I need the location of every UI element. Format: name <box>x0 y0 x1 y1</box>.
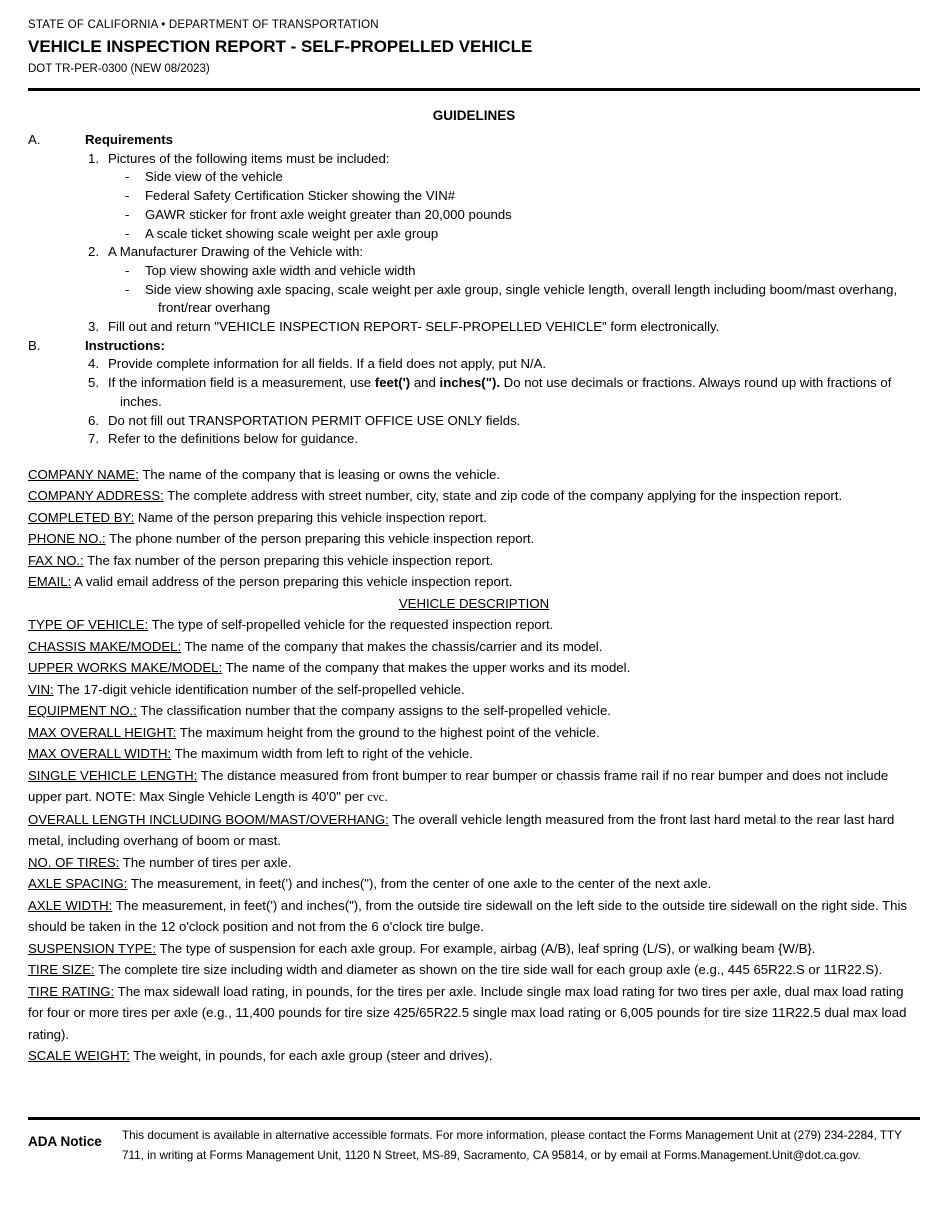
definition-item <box>28 809 920 852</box>
section-b-letter: B. <box>28 337 41 353</box>
item-number: 5. <box>88 375 99 391</box>
item-text-bold: inches("). <box>439 375 501 391</box>
definition-item <box>28 1045 920 1067</box>
definition-label: MAX OVERALL WIDTH: <box>28 746 172 762</box>
dash-bullet: - <box>125 281 130 297</box>
definition-text: The measurement, in feet(') and inches("), from the outside tire sidewall on the left side to the outside tire sidewall on the right side. This should be taken in the 12 o'clock position and not from the 6 o'clock tire bulge. <box>28 897 907 935</box>
definition-item <box>28 722 920 744</box>
definition-text: The type of suspension for each axle group. For example, airbag (A/B), leaf spring (L/S), or walking beam {W/B}. <box>156 940 816 956</box>
definition-text: The fax number of the person preparing this vehicle inspection report. <box>83 552 494 568</box>
definition-item <box>28 507 920 529</box>
dash-bullet: - <box>125 262 130 278</box>
definition-label: TYPE OF VEHICLE: <box>28 617 149 633</box>
definition-item <box>28 485 920 507</box>
definition-label: CHASSIS MAKE/MODEL: <box>28 638 182 654</box>
definition-item <box>28 765 920 809</box>
definition-text: The name of the company that makes the upper works and its model. <box>222 660 631 676</box>
guidelines-heading: GUIDELINES <box>432 108 516 123</box>
cvc-abbreviation: cvc <box>367 790 385 805</box>
definition-text: The name of the company that makes the chassis/carrier and its model. <box>181 638 603 654</box>
guideline-subitem <box>28 225 920 244</box>
item-number: 3. <box>88 319 99 335</box>
definition-label: SINGLE VEHICLE LENGTH: <box>28 767 198 783</box>
item-number: 6. <box>88 412 99 428</box>
definition-label: OVERALL LENGTH INCLUDING BOOM/MAST/OVERHANG: <box>28 811 389 827</box>
definition-text: . <box>384 789 388 805</box>
item-text-bold: feet(') <box>374 375 411 391</box>
definition-label: AXLE WIDTH: <box>28 897 113 913</box>
section-a-letter: A. <box>28 132 41 147</box>
subitem-text: A scale ticket showing scale weight per axle group <box>145 225 439 241</box>
definition-label: COMPLETED BY: <box>28 509 135 525</box>
definition-item <box>28 614 920 636</box>
definition-text: The weight, in pounds, for each axle group (steer and drives). <box>129 1048 493 1064</box>
guideline-item <box>28 430 920 449</box>
guideline-item <box>28 150 920 169</box>
definition-label: TIRE SIZE: <box>28 962 95 978</box>
definition-text: The phone number of the person preparing this vehicle inspection report. <box>105 531 535 547</box>
definition-label: EMAIL: <box>28 574 72 590</box>
definition-label: UPPER WORKS MAKE/MODEL: <box>28 660 223 676</box>
item-text: Refer to the definitions below for guidance. <box>108 431 358 447</box>
guideline-item <box>28 412 920 431</box>
subitem-text: GAWR sticker for front axle weight greater than 20,000 pounds <box>145 206 512 222</box>
form-number: DOT TR-PER-0300 (NEW 08/2023) <box>28 63 210 75</box>
item-number: 4. <box>88 356 99 372</box>
guideline-item <box>28 374 920 411</box>
definition-text: The measurement, in feet(') and inches("), from the center of one axle to the center of the next axle. <box>127 876 712 892</box>
item-text: Do not fill out TRANSPORTATION PERMIT OFFICE USE ONLY fields. <box>108 412 521 428</box>
definitions-section <box>28 464 920 1067</box>
definition-label: PHONE NO.: <box>28 531 106 547</box>
definition-item <box>28 743 920 765</box>
item-number: 7. <box>88 431 99 447</box>
definition-text: The complete tire size including width and diameter as shown on the tire side wall for each group axle (e.g., 445 65R22.S or 11R22.S). <box>94 962 883 978</box>
dash-bullet: - <box>125 225 130 241</box>
definition-label: NO. OF TIRES: <box>28 854 120 870</box>
definition-label: VIN: <box>28 681 54 697</box>
definition-label: COMPANY NAME: <box>28 466 139 482</box>
definition-label: MAX OVERALL HEIGHT: <box>28 724 177 740</box>
guideline-subitem <box>28 281 920 318</box>
footer <box>28 1117 920 1165</box>
vehicle-description-heading-row <box>28 593 920 615</box>
subitem-text: Side view of the vehicle <box>145 169 283 185</box>
guideline-subitem <box>28 262 920 281</box>
ada-notice-label: ADA Notice <box>28 1134 102 1149</box>
page-title: VEHICLE INSPECTION REPORT - SELF-PROPELLED VEHICLE <box>28 37 533 56</box>
definition-text: Name of the person preparing this vehicle inspection report. <box>134 509 487 525</box>
document-header <box>28 18 920 76</box>
definition-text: The number of tires per axle. <box>119 854 292 870</box>
definition-item <box>28 636 920 658</box>
definition-label: TIRE RATING: <box>28 983 115 999</box>
definition-label: EQUIPMENT NO.: <box>28 703 137 719</box>
section-b-title: Instructions: <box>85 337 165 353</box>
guideline-subitem <box>28 206 920 225</box>
definition-text: A valid email address of the person preparing this vehicle inspection report. <box>71 574 513 590</box>
definition-item <box>28 571 920 593</box>
item-text-segment: If the information field is a measurement, use <box>108 375 375 391</box>
definition-text: The maximum width from left to right of the vehicle. <box>171 746 473 762</box>
definition-item <box>28 528 920 550</box>
section-a-header <box>28 131 920 150</box>
guideline-item <box>28 243 920 262</box>
definition-text: The type of self-propelled vehicle for the requested inspection report. <box>148 617 554 633</box>
definition-text: The classification number that the company assigns to the self-propelled vehicle. <box>136 703 611 719</box>
footer-divider <box>28 1117 920 1120</box>
item-text: A Manufacturer Drawing of the Vehicle with: <box>108 244 364 260</box>
item-text: Provide complete information for all fields. If a field does not apply, put N/A. <box>108 356 547 372</box>
subitem-text: Side view showing axle spacing, scale weight per axle group, single vehicle length, overall length including boom/mast overhang, front/rear overhang <box>145 281 898 316</box>
definition-item <box>28 895 920 938</box>
ada-notice-row <box>28 1126 920 1165</box>
item-text-segment: and <box>410 375 440 391</box>
section-b-header <box>28 337 920 356</box>
definition-item <box>28 959 920 981</box>
item-number: 1. <box>88 150 99 166</box>
item-text: Fill out and return "VEHICLE INSPECTION REPORT- SELF-PROPELLED VEHICLE" form electronically. <box>108 319 720 335</box>
item-text: Pictures of the following items must be included: <box>108 150 390 166</box>
definition-label: SUSPENSION TYPE: <box>28 940 157 956</box>
definition-text: The complete address with street number, city, state and zip code of the company applying for the inspection report. <box>163 488 843 504</box>
vehicle-description-heading: VEHICLE DESCRIPTION <box>398 595 550 611</box>
ada-notice-text: This document is available in alternative accessible formats. For more information, please contact the Forms Management Unit at (279) 234-2284, TTY 711, in writing at Forms Management Unit, 1120 N Street, MS-89, Sacramento, CA 95814, or by email at Forms.Management.Unit@dot.ca.gov. <box>122 1129 902 1162</box>
definition-label: FAX NO.: <box>28 552 84 568</box>
definition-item <box>28 852 920 874</box>
definition-label: COMPANY ADDRESS: <box>28 488 164 504</box>
dash-bullet: - <box>125 188 130 204</box>
guideline-item <box>28 355 920 374</box>
item-text-segment: Do not use decimals or fractions. Always round up with fractions of inches. <box>120 375 892 409</box>
subitem-text: Federal Safety Certification Sticker showing the VIN# <box>145 188 456 204</box>
item-text <box>108 374 920 411</box>
definition-item <box>28 657 920 679</box>
definition-text: The overall vehicle length measured from the front last hard metal to the rear last hard metal, including overhang of boom or mast. <box>28 811 895 849</box>
definition-label: SCALE WEIGHT: <box>28 1048 130 1064</box>
definition-text: The maximum height from the ground to the highest point of the vehicle. <box>176 724 600 740</box>
item-number: 2. <box>88 244 99 260</box>
guideline-subitem <box>28 168 920 187</box>
definition-item <box>28 550 920 572</box>
subitem-text: Top view showing axle width and vehicle width <box>145 262 416 278</box>
definition-text: The 17-digit vehicle identification number of the self-propelled vehicle. <box>53 681 465 697</box>
definition-text: The distance measured from front bumper to rear bumper or chassis frame rail if no rear bumper and does not include upper part. NOTE: Max Single Vehicle Length is 40'0" per <box>28 767 889 805</box>
guideline-item <box>28 318 920 337</box>
header-divider <box>28 88 920 91</box>
definition-item <box>28 981 920 1046</box>
dash-bullet: - <box>125 206 130 222</box>
definition-item <box>28 464 920 486</box>
dash-bullet: - <box>125 169 130 185</box>
definition-item <box>28 873 920 895</box>
definition-text: The max sidewall load rating, in pounds, for the tires per axle. Include single max load rating for two tires per axle, dual max load rating for four or more tires per axle (e.g., 11,400 pounds for tire size 425/65R22.5 single max load rating or 6,005 pounds for tire size 11R22.5 dual max load rating). <box>28 983 907 1042</box>
definition-item <box>28 700 920 722</box>
agency-line: STATE OF CALIFORNIA • DEPARTMENT OF TRANSPORTATION <box>28 19 379 31</box>
definition-item <box>28 938 920 960</box>
definition-text: The name of the company that is leasing or owns the vehicle. <box>138 466 501 482</box>
definition-item <box>28 679 920 701</box>
section-a-title: Requirements <box>85 132 173 147</box>
guidelines-section <box>28 131 920 449</box>
definition-label: AXLE SPACING: <box>28 876 128 892</box>
guideline-subitem <box>28 187 920 206</box>
